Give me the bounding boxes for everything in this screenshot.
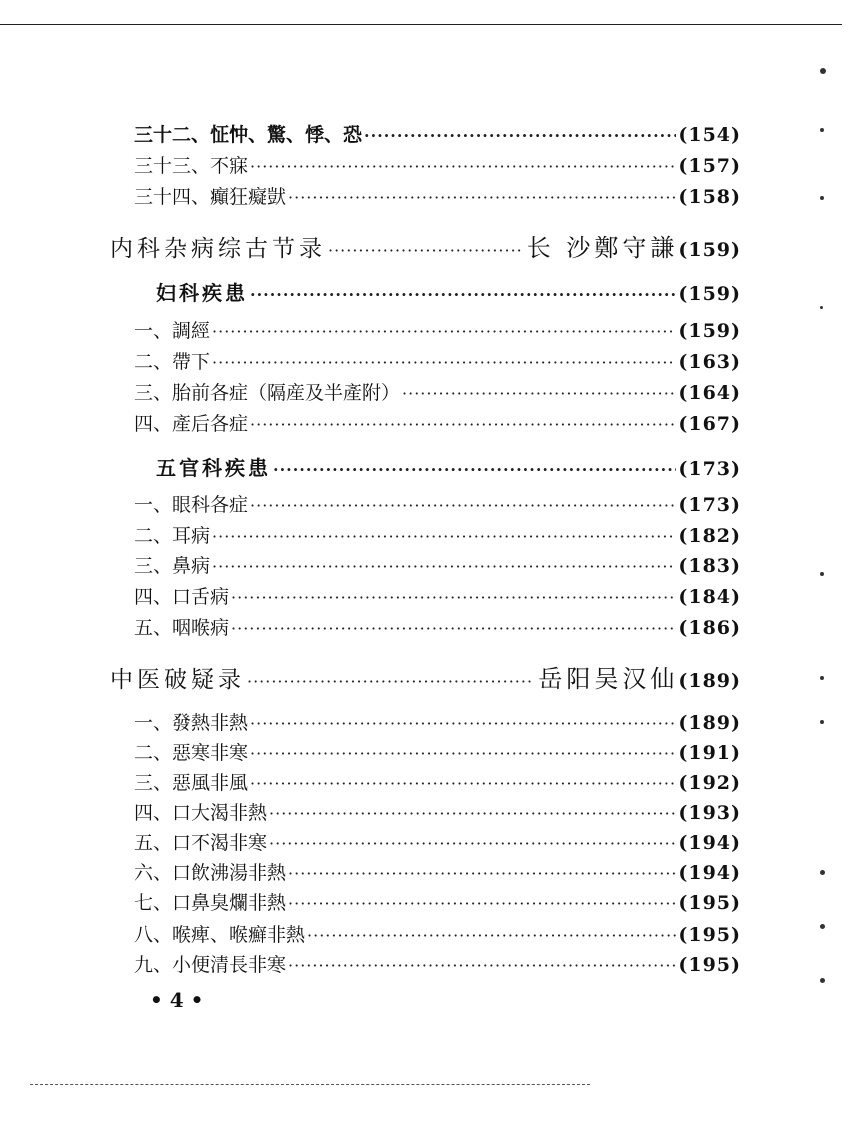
scan-speck — [820, 720, 824, 724]
toc-section[interactable] — [156, 277, 741, 306]
dot-leader — [212, 527, 676, 546]
scan-speck — [820, 572, 824, 576]
toc-entry[interactable] — [134, 551, 741, 578]
dot-leader — [328, 241, 523, 260]
entry-title: 五、咽喉病 — [134, 617, 230, 639]
entry-title: 六、口飲沸湯非熱 — [134, 862, 287, 884]
page-number: (182) — [678, 525, 741, 547]
entry-title: 三、胎前各症（隔産及半產附） — [134, 382, 401, 404]
dot-leader — [231, 619, 676, 638]
page-number: (186) — [678, 617, 741, 639]
dot-leader — [288, 864, 676, 883]
bottom-scan-line — [30, 1084, 590, 1085]
page-number: (173) — [678, 458, 741, 480]
page-number: (173) — [678, 494, 741, 516]
section-title: 五官科疾患 — [156, 456, 271, 480]
page-number: (189) — [678, 670, 741, 692]
page-number: (195) — [678, 924, 741, 946]
entry-title: 二、帶下 — [134, 351, 211, 373]
entry-title: 一、發熱非熱 — [134, 712, 249, 734]
chapter-author: 岳阳吴汉仙 — [538, 665, 679, 693]
page-number: (167) — [678, 413, 741, 435]
entry-title: 四、口大渴非熱 — [134, 802, 268, 824]
dot-leader — [269, 834, 676, 853]
entry-title: 三十二、怔忡、驚、悸、恐 — [134, 124, 363, 146]
dot-leader — [247, 672, 534, 691]
toc-entry[interactable] — [134, 378, 741, 405]
page-number: (154) — [678, 124, 741, 146]
toc-entry[interactable] — [134, 347, 741, 374]
toc-entry[interactable] — [134, 182, 741, 209]
page-number: (157) — [678, 155, 741, 177]
page-number: (184) — [678, 586, 741, 608]
entry-title: 三十四、癲狂癡獃 — [134, 186, 287, 208]
entry-title: 七、口鼻臭爛非熱 — [134, 892, 287, 914]
toc-entry[interactable] — [134, 738, 741, 765]
dot-leader — [250, 415, 676, 434]
dot-leader — [269, 804, 676, 823]
dot-leader — [307, 926, 676, 945]
toc-entry[interactable] — [134, 409, 741, 436]
chapter-title: 中医破疑录 — [110, 667, 245, 693]
dot-leader — [250, 496, 676, 515]
toc-chapter[interactable] — [110, 228, 741, 263]
chapter-title: 内科杂病综古节录 — [110, 236, 326, 262]
page-number: (183) — [678, 555, 741, 577]
page-number: (194) — [678, 832, 741, 854]
dot-leader — [212, 557, 676, 576]
dot-leader — [273, 460, 676, 479]
scan-speck — [820, 978, 825, 983]
toc-entry[interactable] — [134, 120, 741, 147]
entry-title: 二、惡寒非寒 — [134, 742, 249, 764]
dot-leader — [288, 894, 676, 913]
dot-leader — [212, 353, 676, 372]
dot-leader — [250, 157, 676, 176]
entry-title: 三、鼻病 — [134, 555, 211, 577]
scan-speck — [820, 68, 826, 74]
dot-leader — [231, 588, 676, 607]
dot-leader — [250, 744, 676, 763]
page-number: (193) — [678, 802, 741, 824]
page-folio: • 4 • — [150, 988, 204, 1012]
entry-title: 四、口舌病 — [134, 586, 230, 608]
page-number: (192) — [678, 772, 741, 794]
toc-entry[interactable] — [134, 490, 741, 517]
page-number: (164) — [678, 382, 741, 404]
page-number: (191) — [678, 742, 741, 764]
toc-entry[interactable] — [134, 708, 741, 735]
toc-entry[interactable] — [134, 950, 741, 977]
entry-title: 二、耳病 — [134, 525, 211, 547]
entry-title: 一、調經 — [134, 320, 211, 342]
dot-leader — [288, 956, 676, 975]
chapter-author: 长 沙鄭守謙 — [526, 234, 679, 262]
toc-entry[interactable] — [134, 888, 741, 915]
page-number: (195) — [678, 892, 741, 914]
page-number: (189) — [678, 712, 741, 734]
entry-title: 三十三、不寐 — [134, 155, 249, 177]
dot-leader — [402, 384, 676, 403]
toc-entry[interactable] — [134, 582, 741, 609]
dot-leader — [288, 188, 676, 207]
scan-speck — [820, 870, 825, 875]
toc-entry[interactable] — [134, 521, 741, 548]
page-number: (163) — [678, 351, 741, 373]
page-number: (158) — [678, 186, 741, 208]
toc-entry[interactable] — [134, 613, 741, 640]
entry-title: 八、喉痺、喉癬非熱 — [134, 924, 306, 946]
page-number: (195) — [678, 954, 741, 976]
entry-title: 五、口不渴非寒 — [134, 832, 268, 854]
toc-entry[interactable] — [134, 828, 741, 855]
toc-entry[interactable] — [134, 316, 741, 343]
toc-entry[interactable] — [134, 858, 741, 885]
dot-leader — [250, 774, 676, 793]
page-number: (159) — [678, 283, 741, 305]
entry-title: 九、小便清長非寒 — [134, 954, 287, 976]
entry-title: 四、產后各症 — [134, 413, 249, 435]
scan-speck — [820, 306, 823, 309]
entry-title: 一、眼科各症 — [134, 494, 249, 516]
toc-entry[interactable] — [134, 920, 741, 947]
entry-title: 三、惡風非風 — [134, 772, 249, 794]
dot-leader — [250, 714, 676, 733]
page-number: (159) — [678, 239, 741, 261]
toc-section[interactable] — [156, 452, 741, 481]
section-title: 妇科疾患 — [156, 281, 248, 305]
toc-entry[interactable] — [134, 798, 741, 825]
toc-chapter[interactable] — [110, 659, 741, 694]
page-number: (194) — [678, 862, 741, 884]
page-number: (159) — [678, 320, 741, 342]
toc-entry[interactable] — [134, 768, 741, 795]
dot-leader — [250, 285, 676, 304]
scan-speck — [820, 128, 824, 132]
dot-leader — [212, 322, 676, 341]
scan-speck — [820, 196, 824, 200]
scan-speck — [820, 676, 824, 680]
scan-speck — [820, 924, 825, 929]
toc-entry[interactable] — [134, 151, 741, 178]
dot-leader — [364, 126, 676, 145]
